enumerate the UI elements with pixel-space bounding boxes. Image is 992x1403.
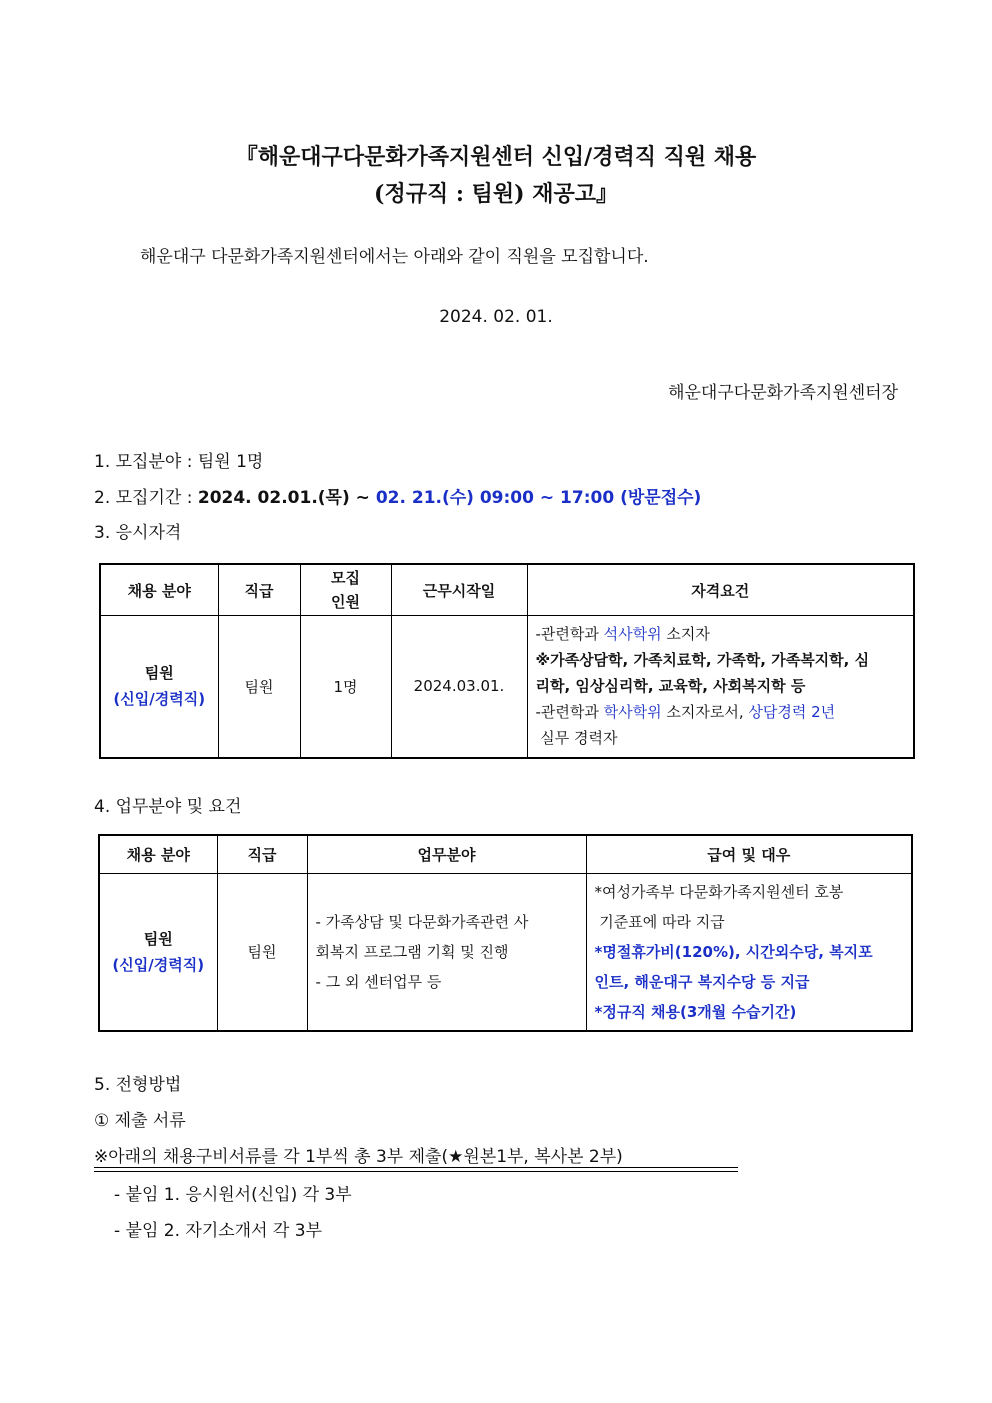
announcement-date: 2024. 02. 01. — [439, 307, 553, 327]
section-1-label: 1. 모집분야 : — [94, 452, 198, 472]
q4-degree: 학사학위 — [603, 703, 662, 722]
intro-text: 해운대구 다문화가족지원센터에서는 아래와 같이 직원을 모집합니다. — [140, 247, 649, 267]
q4-experience: 상담경력 2년 — [748, 703, 836, 722]
duty-header-duty: 업무분야 — [307, 835, 586, 873]
attachment-1: - 붙임 1. 응시원서(신입) 각 3부 — [114, 1185, 352, 1205]
duty-header-rank: 직급 — [217, 835, 307, 873]
field-type: (신입/경력직) — [113, 690, 206, 709]
pay-line-2: 기준표에 따라 지급 — [594, 912, 725, 931]
recruitment-period-end: 02. 21.(수) 09:00 ~ 17:00 (방문접수) — [375, 488, 702, 508]
qualification-line-1 — [536, 621, 908, 647]
header-count — [300, 564, 391, 616]
header-qualification: 자격요건 — [527, 564, 914, 616]
duty-line-3: - 그 외 센터업무 등 — [315, 972, 442, 991]
q1-prefix: -관련학과 — [535, 625, 604, 644]
cell-start-date: 2024.03.01. — [391, 616, 527, 758]
attachment-2: - 붙임 2. 자기소개서 각 3부 — [114, 1221, 322, 1241]
duty-cell-pay — [586, 873, 912, 1031]
section-5-heading: 5. 전형방법 — [94, 1075, 182, 1095]
qualification-line-5: 실무 경력자 — [535, 729, 618, 748]
duty-line-2: 회복지 프로그램 기획 및 진행 — [315, 942, 509, 961]
header-count-line-1: 모집 — [331, 569, 360, 587]
pay-line-1: *여성가족부 다문화가족지원센터 호봉 — [594, 882, 844, 901]
q4-middle: 소지자로서, — [661, 703, 749, 722]
note-double-underline — [94, 1167, 738, 1172]
recruitment-period-start: 2024. 02.01.(목) ~ — [197, 488, 376, 508]
duty-field-role: 팀원 — [143, 929, 173, 948]
cell-qualification — [527, 616, 914, 758]
duty-table-header-row — [99, 835, 912, 873]
duty-header-pay: 급여 및 대우 — [586, 835, 912, 873]
section-5-note: ※아래의 채용구비서류를 각 1부씩 총 3부 제출(★원본1부, 복사본 2부) — [94, 1147, 623, 1167]
pay-line-5: *정규직 채용(3개월 수습기간) — [594, 1002, 797, 1021]
section-4-heading: 4. 업무분야 및 요건 — [94, 797, 242, 817]
header-rank: 직급 — [218, 564, 300, 616]
duty-header-field: 채용 분야 — [99, 835, 217, 873]
qualification-line-3: 리학, 임상심리학, 교육학, 사회복지학 등 — [535, 677, 806, 696]
field-role: 팀원 — [144, 664, 174, 683]
qualification-table-row — [100, 616, 914, 758]
duty-table — [98, 834, 913, 1032]
section-5-sub-heading: ① 제출 서류 — [94, 1111, 186, 1131]
section-1-value: 팀원 1명 — [197, 452, 264, 472]
qualification-line-2: ※가족상담학, 가족치료학, 가족학, 가족복지학, 심 — [535, 651, 870, 670]
q1-degree: 석사학위 — [603, 625, 662, 644]
duty-table-row — [99, 873, 912, 1031]
section-1 — [94, 447, 263, 472]
section-3-heading: 3. 응시자격 — [94, 523, 182, 543]
qualification-table — [99, 563, 915, 759]
cell-count: 1명 — [300, 616, 391, 758]
issuer-name: 해운대구다문화가족지원센터장 — [668, 383, 898, 403]
qualification-line-4 — [536, 699, 908, 725]
header-field: 채용 분야 — [100, 564, 218, 616]
section-2 — [94, 483, 701, 508]
duty-cell-field — [99, 873, 217, 1031]
header-start-date: 근무시작일 — [391, 564, 527, 616]
pay-line-3: *명절휴가비(120%), 시간외수당, 복지포 — [594, 942, 873, 961]
cell-field — [100, 616, 218, 758]
qualification-table-header-row — [100, 564, 914, 616]
document-title-line-2: (정규직 : 팀원) 재공고』 — [374, 181, 618, 207]
duty-field-type: (신입/경력직) — [112, 955, 205, 974]
q1-suffix: 소지자 — [661, 625, 710, 644]
pay-line-4: 인트, 해운대구 복지수당 등 지급 — [594, 972, 810, 991]
duty-cell-rank: 팀원 — [217, 873, 307, 1031]
q4-prefix: -관련학과 — [535, 703, 604, 722]
document-title-line-1: 『해운대구다문화가족지원센터 신입/경력직 직원 채용 — [235, 144, 757, 170]
section-2-label: 2. 모집기간 : — [94, 488, 198, 508]
duty-cell-duty — [307, 873, 586, 1031]
header-count-line-2: 인원 — [331, 593, 360, 611]
cell-rank: 팀원 — [218, 616, 300, 758]
duty-line-1: - 가족상담 및 다문화가족관련 사 — [315, 912, 529, 931]
